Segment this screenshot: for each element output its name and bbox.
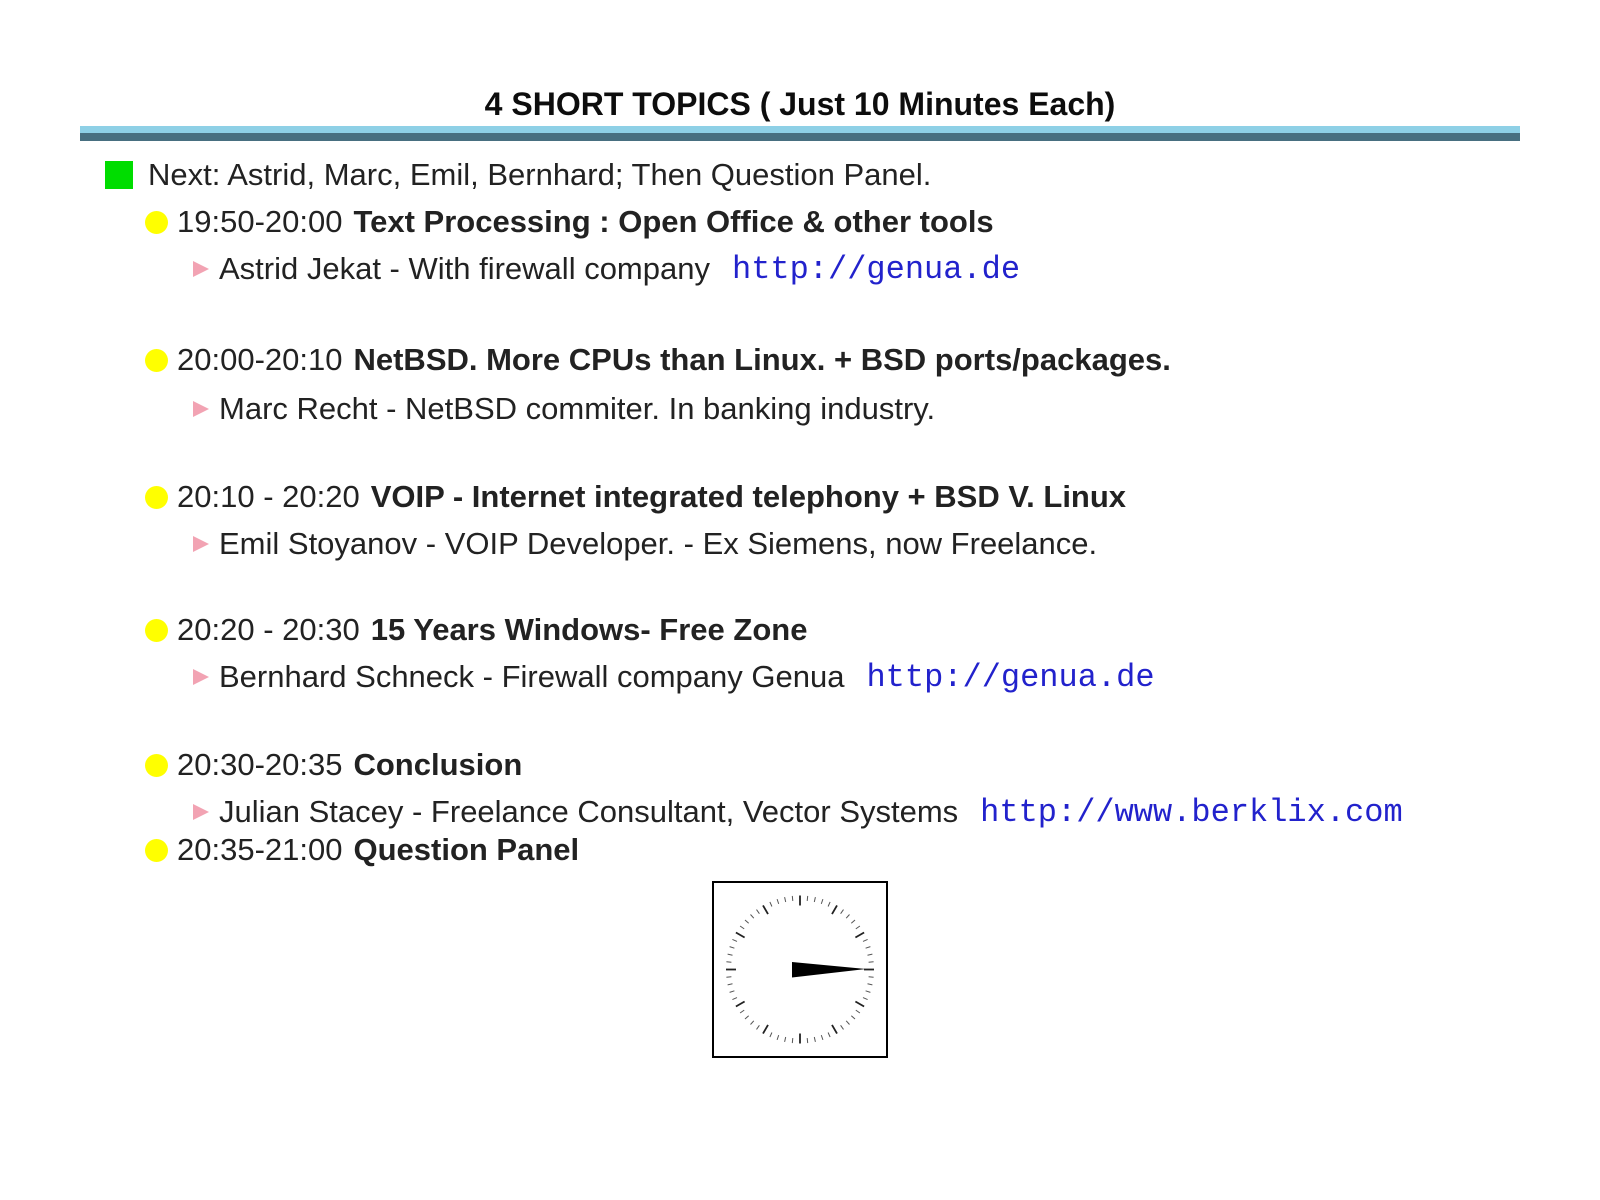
triangle-bullet-icon [193, 536, 209, 552]
triangle-bullet-icon [193, 804, 209, 820]
agenda-topic: Question Panel [353, 832, 580, 867]
agenda-time: 20:35-21:00 [177, 832, 343, 867]
agenda-time: 20:20 - 20:30 [177, 612, 360, 647]
agenda-speaker: Bernhard Schneck - Firewall company Genua [219, 659, 845, 694]
triangle-bullet-icon [193, 669, 209, 685]
agenda-time: 20:00-20:10 [177, 342, 343, 377]
agenda-time: 19:50-20:00 [177, 204, 343, 239]
agenda-topic: VOIP - Internet integrated telephony + BSD V. Linux [370, 479, 1127, 514]
agenda-heading [145, 830, 579, 870]
agenda-link[interactable]: http://www.berklix.com [980, 793, 1403, 831]
circle-bullet-icon [145, 619, 168, 642]
agenda-speaker: Julian Stacey - Freelance Consultant, Vector Systems [219, 794, 959, 829]
agenda-speaker-line [193, 389, 935, 429]
divider-light-band [80, 126, 1520, 133]
agenda-speaker: Astrid Jekat - With firewall company [219, 251, 710, 286]
intro-line [105, 155, 931, 195]
agenda-topic: Text Processing : Open Office & other tools [353, 204, 994, 239]
agenda-speaker-line [193, 524, 1097, 564]
agenda-time: 20:10 - 20:20 [177, 479, 360, 514]
agenda-heading [145, 477, 1126, 517]
agenda-link[interactable]: http://genua.de [866, 658, 1155, 696]
clock-dial [714, 883, 886, 1056]
circle-bullet-icon [145, 349, 168, 372]
triangle-bullet-icon [193, 401, 209, 417]
agenda-heading [145, 202, 994, 242]
page-title: 4 SHORT TOPICS ( Just 10 Minutes Each) [484, 86, 1116, 122]
agenda-speaker: Marc Recht - NetBSD commiter. In banking industry. [219, 391, 936, 426]
agenda-heading [145, 340, 1171, 380]
agenda-topic: Conclusion [353, 747, 523, 782]
title-divider [80, 126, 1520, 141]
clock-image [712, 881, 888, 1058]
agenda-topic: NetBSD. More CPUs than Linux. + BSD ports/packages. [353, 342, 1171, 377]
intro-text: Next: Astrid, Marc, Emil, Bernhard; Then Question Panel. [148, 157, 932, 192]
agenda-heading [145, 610, 807, 650]
agenda-speaker-line [193, 657, 1155, 697]
circle-bullet-icon [145, 754, 168, 777]
agenda-link[interactable]: http://genua.de [731, 250, 1021, 288]
agenda-speaker-line [193, 792, 1403, 832]
circle-bullet-icon [145, 486, 168, 509]
triangle-bullet-icon [193, 261, 209, 277]
square-bullet-icon [105, 161, 133, 189]
agenda-topic: 15 Years Windows- Free Zone [370, 612, 808, 647]
agenda-speaker: Emil Stoyanov - VOIP Developer. - Ex Siemens, now Freelance. [219, 526, 1098, 561]
agenda-time: 20:30-20:35 [177, 747, 343, 782]
circle-bullet-icon [145, 839, 168, 862]
circle-bullet-icon [145, 211, 168, 234]
agenda-heading [145, 745, 522, 785]
divider-dark-band [80, 133, 1520, 141]
agenda-speaker-line [193, 249, 1020, 289]
clock-hand [792, 962, 866, 978]
